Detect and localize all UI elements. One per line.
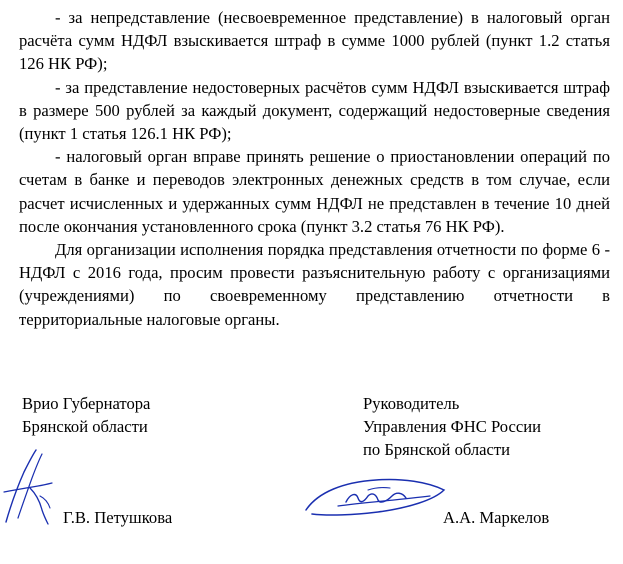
- right-title-line: Управления ФНС России: [363, 417, 541, 437]
- right-signatory-name: А.А. Маркелов: [443, 508, 550, 527]
- right-title-line: по Брянской области: [363, 440, 511, 460]
- left-title-line: Брянской области: [22, 417, 148, 437]
- right-title-line: Руководитель: [363, 394, 460, 413]
- paragraph-account-suspension: - налоговый орган вправе принять решение о приостановлении операций по счетам в банке и переводов электронных денежных средств в том случае, если расчет исчисленных и удержанных сумм НДФЛ не представлен в течение 10 дней после окончания установленного срока (пункт 3.2 статья 76 НК РФ).: [19, 147, 610, 236]
- left-signatory-title: [22, 392, 150, 438]
- left-signatory-name: Г.В. Петушкова: [63, 508, 173, 527]
- right-handwritten-signature: [298, 472, 450, 518]
- right-signatory-title: [363, 392, 541, 462]
- left-handwritten-signature: [0, 448, 56, 528]
- left-title-line: Врио Губернатора: [22, 394, 151, 413]
- letter-body: [19, 6, 610, 331]
- paragraph-penalty-false-data: - за представление недостоверных расчётов сумм НДФЛ взыскивается штраф в размере 500 рублей за каждый документ, содержащий недостоверные сведения (пункт 1 статья 126.1 НК РФ);: [19, 77, 610, 144]
- paragraph-request: Для организации исполнения порядка представления отчетности по форме 6 - НДФЛ с 2016 года, просим провести разъяснительную работу с организациями (учреждениями) по своевременному представлению отчетности в территориальные налоговые органы.: [19, 240, 610, 329]
- paragraph-penalty-non-submission: - за непредставление (несвоевременное представление) в налоговый орган расчёта сумм НДФЛ взыскивается штраф в сумме 1000 рублей (пункт 1.2 статья 126 НК РФ);: [19, 8, 610, 74]
